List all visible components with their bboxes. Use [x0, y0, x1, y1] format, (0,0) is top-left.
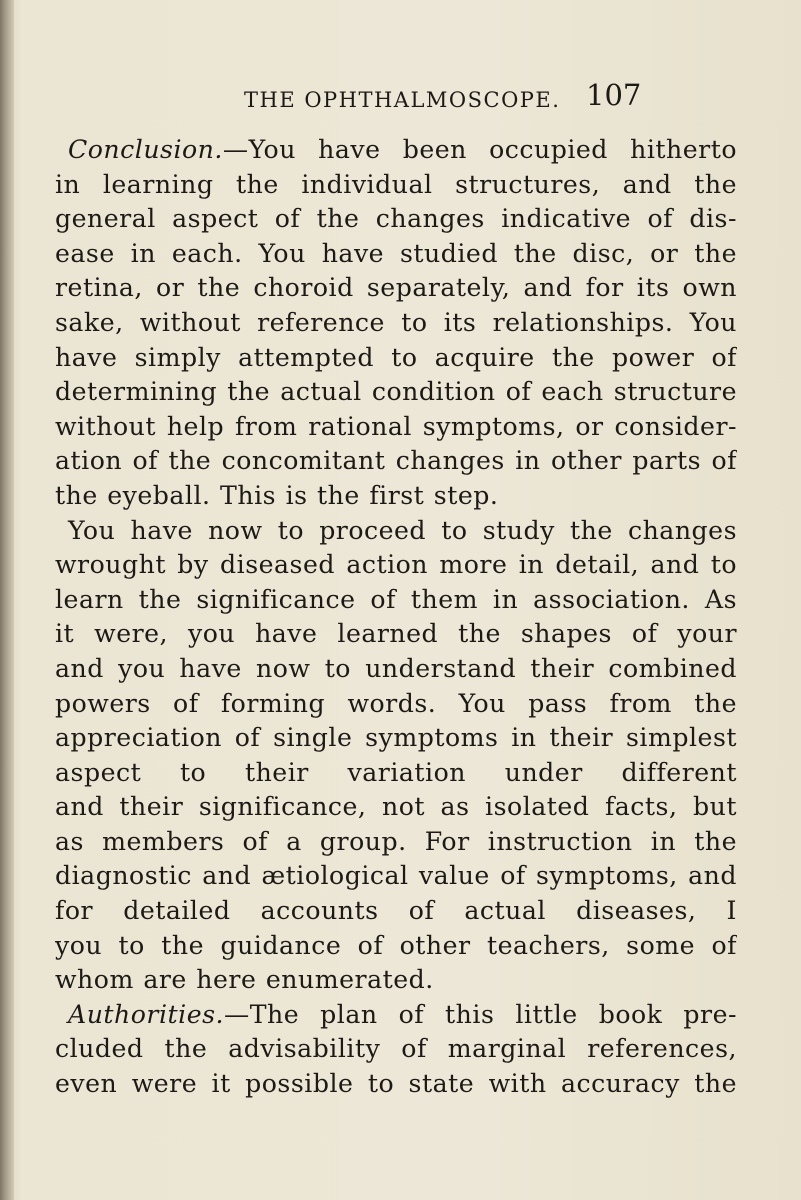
paragraph-line: cluded the advisability of marginal references, — [55, 1034, 737, 1064]
paragraph-line: Conclusion.—You have been occupied hitherto — [68, 135, 737, 164]
paragraph-line: diagnostic and ætiological value of symptoms, and — [55, 861, 737, 891]
paragraph-line: ation of the concomitant changes in other parts of — [55, 446, 737, 476]
paragraph-line: wrought by diseased action more in detail, and to — [55, 550, 737, 580]
paragraph-line: powers of forming words. You pass from the — [55, 688, 737, 718]
paragraph-line: general aspect of the changes indicative of dis- — [55, 204, 737, 234]
paragraph-line: and you have now to understand their combined — [55, 653, 737, 683]
page-binding-edge — [0, 0, 14, 1200]
section-heading-conclusion: Conclusion. — [68, 135, 223, 164]
paragraph-line: for detailed accounts of actual diseases, I — [55, 896, 737, 926]
paragraph-line: You have now to proceed to study the changes — [68, 515, 737, 545]
paragraph-line: sake, without reference to its relationships. You — [55, 307, 737, 337]
running-head — [130, 78, 730, 118]
section-heading-authorities: Authorities. — [68, 999, 225, 1029]
paragraph-line: in learning the individual structures, and the — [55, 169, 737, 199]
paragraph-authorities — [55, 998, 737, 1102]
paragraph-line: without help from rational symptoms, or consider- — [55, 411, 737, 441]
paragraph-conclusion — [55, 133, 737, 514]
paragraph-line: and their significance, not as isolated facts, but — [55, 792, 737, 822]
paragraph-line: retina, or the choroid separately, and for its own — [55, 273, 737, 303]
body-text — [55, 133, 737, 1102]
paragraph-main — [55, 514, 737, 998]
paragraph-line: as members of a group. For instruction in the — [55, 826, 737, 856]
paragraph-line: determining the actual condition of each structure — [55, 377, 737, 407]
paragraph-line: whom are here enumerated. — [55, 965, 434, 995]
paragraph-line: it were, you have learned the shapes of your — [55, 619, 737, 649]
paragraph-line: ease in each. You have studied the disc, or the — [55, 238, 737, 268]
paragraph-line: even were it possible to state with accuracy the — [55, 1069, 737, 1099]
paragraph-line: learn the significance of them in association. As — [55, 584, 737, 614]
paragraph-line: the eyeball. This is the first step. — [55, 480, 499, 510]
paragraph-line: Authorities.—The plan of this little book pre- — [68, 999, 737, 1029]
paragraph-line: aspect to their variation under different — [55, 757, 737, 787]
page-number: 107 — [586, 78, 642, 112]
running-title: THE OPHTHALMOSCOPE. — [244, 88, 561, 112]
paragraph-line: appreciation of single symptoms in their simplest — [55, 723, 737, 753]
paragraph-line: have simply attempted to acquire the power of — [55, 342, 737, 372]
paragraph-line: you to the guidance of other teachers, some of — [55, 930, 737, 960]
